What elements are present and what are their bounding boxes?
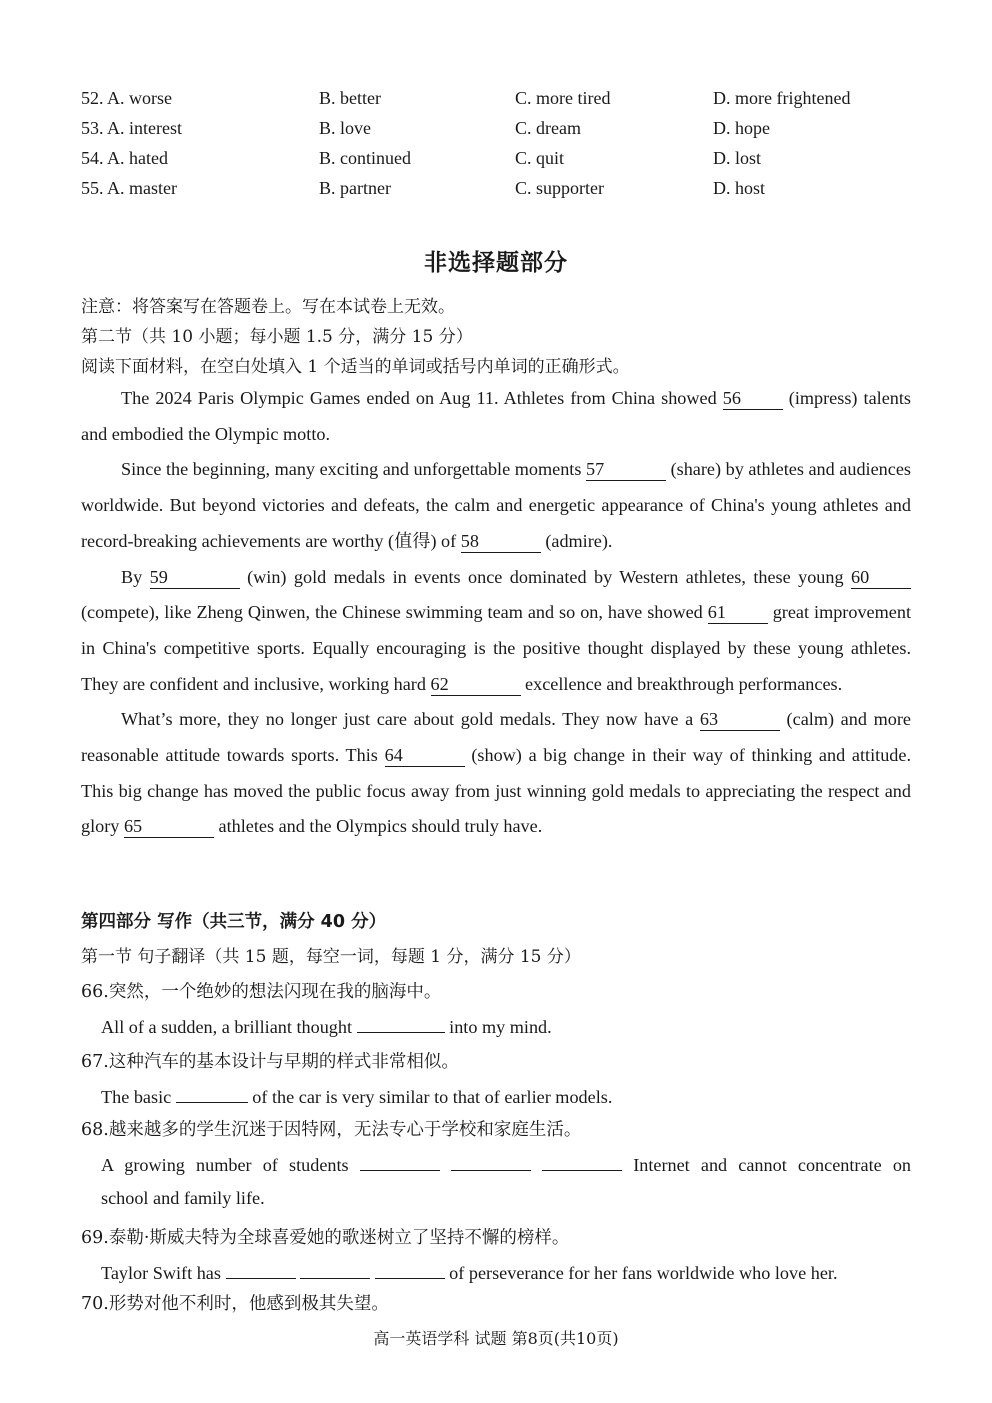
section-title: 非选择题部分 — [424, 250, 568, 276]
blank-57: 57 — [586, 458, 666, 481]
blank-62: 62 — [431, 673, 521, 696]
option-54-d: D. lost — [713, 148, 762, 168]
passage-text: The 2024 Paris Olympic Games ended on Aug 11. Athletes from China showed — [121, 388, 723, 408]
options-table — [81, 86, 911, 206]
blank-58: 58 — [461, 530, 541, 553]
option-54-b: B. continued — [319, 148, 411, 168]
answer-line-69 — [101, 1260, 838, 1284]
answer-blank — [357, 1014, 445, 1033]
option-55-c: C. supporter — [515, 178, 604, 198]
answer-blank — [176, 1084, 248, 1103]
answer-line-68 — [101, 1148, 911, 1184]
passage-text: (calm) and more reasonable attitude towards sports. This — [81, 709, 911, 766]
passage-text: (impress) talents and embodied the Olympic motto. — [81, 388, 911, 444]
blank-61: 61 — [708, 601, 768, 624]
answer-text: Internet and cannot concentrate on — [633, 1155, 912, 1175]
passage-text: (admire). — [540, 530, 613, 551]
option-54-a: 54. A. hated — [81, 148, 168, 168]
option-53-d: D. hope — [713, 118, 770, 138]
option-53-c: C. dream — [515, 118, 581, 138]
option-53-b: B. love — [319, 118, 371, 138]
option-52-a: 52. A. worse — [81, 88, 172, 108]
passage-text: (win) gold medals in events once dominated by Western athletes, these young — [239, 566, 851, 587]
answer-line-67 — [101, 1084, 612, 1108]
answer-blank — [451, 1152, 531, 1171]
section2-instruction: 阅读下面材料，在空白处填入 1 个适当的单词或括号内单词的正确形式。 — [81, 357, 630, 377]
blank-64: 64 — [385, 744, 465, 767]
answer-line-66 — [101, 1014, 552, 1038]
question-69: 69.泰勒·斯威夫特为全球喜爱她的歌迷树立了坚持不懈的榜样。 — [81, 1228, 570, 1248]
option-55-d: D. host — [713, 178, 766, 198]
answer-text: into my mind. — [444, 1017, 552, 1037]
passage-paragraph-2 — [81, 452, 911, 559]
answer-blank — [226, 1260, 296, 1279]
answer-blank — [375, 1260, 445, 1279]
passage-text: By — [121, 566, 150, 587]
option-52-b: B. better — [319, 88, 381, 108]
option-row-53 — [81, 116, 911, 146]
option-55-b: B. partner — [319, 178, 391, 198]
answer-blank — [300, 1260, 370, 1279]
option-55-a: 55. A. master — [81, 178, 177, 198]
note-text: 注意：将答案写在答题卷上。写在本试卷上无效。 — [81, 297, 455, 317]
answer-text: of perseverance for her fans worldwide who love her. — [444, 1263, 838, 1283]
answer-blank — [360, 1152, 440, 1171]
passage-text: Since the beginning, many exciting and unforgettable moments — [121, 459, 586, 480]
blank-60: 60 — [851, 566, 911, 589]
option-54-c: C. quit — [515, 148, 565, 168]
passage-text: great improvement in China's competitive sports. Equally encouraging is the positive thought displayed by these young athletes. They are confident and inclusive, working hard — [81, 602, 911, 694]
answer-text: The basic — [101, 1087, 176, 1107]
option-53-a: 53. A. interest — [81, 118, 182, 138]
blank-63: 63 — [700, 708, 780, 731]
answer-text: All of a sudden, a brilliant thought — [101, 1017, 357, 1037]
passage-text: (compete), like Zheng Qinwen, the Chinese swimming team and so on, have showed — [81, 602, 708, 623]
passage-text: (share) by athletes and audiences worldwide. But beyond victories and defeats, the calm and energetic appearance of China's young athletes and record-breaking achievements are worthy (值得) of — [81, 459, 912, 551]
option-52-c: C. more tired — [515, 88, 611, 108]
passage-paragraph-4 — [81, 702, 911, 845]
part4-heading: 第四部分 写作（共三节，满分 40 分） — [81, 912, 387, 932]
answer-text: of the car is very similar to that of earlier models. — [247, 1087, 613, 1107]
question-68: 68.越来越多的学生沉迷于因特网，无法专心于学校和家庭生活。 — [81, 1120, 582, 1140]
passage-text: excellence and breakthrough performances. — [520, 673, 843, 694]
passage-paragraph-3 — [81, 560, 911, 703]
question-66: 66.突然，一个绝妙的想法闪现在我的脑海中。 — [81, 982, 442, 1002]
passage-text: (show) a big change in their way of thinking and attitude. This big change has moved the public focus away from just winning gold medals to appreciating the respect and glory — [81, 745, 912, 837]
passage-text: What’s more, they no longer just care about gold medals. They now have a — [121, 709, 700, 730]
blank-59: 59 — [150, 566, 240, 589]
question-70: 70.形势对他不利时，他感到极其失望。 — [81, 1294, 389, 1314]
blank-56: 56 — [723, 387, 783, 410]
answer-text: Taylor Swift has — [101, 1263, 226, 1283]
option-row-52 — [81, 86, 911, 116]
cloze-passage — [81, 381, 911, 845]
answer-blank — [542, 1152, 622, 1171]
option-row-54 — [81, 146, 911, 176]
passage-paragraph-1 — [81, 381, 911, 452]
answer-line-68-cont: school and family life. — [101, 1188, 265, 1208]
section2-heading: 第二节（共 10 小题；每小题 1.5 分，满分 15 分） — [81, 327, 473, 347]
page-footer: 高一英语学科 试题 第8页(共10页) — [373, 1329, 619, 1348]
passage-text: athletes and the Olympics should truly have. — [213, 816, 543, 837]
question-67: 67.这种汽车的基本设计与早期的样式非常相似。 — [81, 1052, 459, 1072]
blank-65: 65 — [124, 815, 214, 838]
part4-section1-heading: 第一节 句子翻译（共 15 题，每空一词，每题 1 分，满分 15 分） — [81, 947, 581, 967]
answer-text: A growing number of students — [101, 1155, 349, 1175]
option-52-d: D. more frightened — [713, 88, 851, 108]
option-row-55 — [81, 176, 911, 206]
